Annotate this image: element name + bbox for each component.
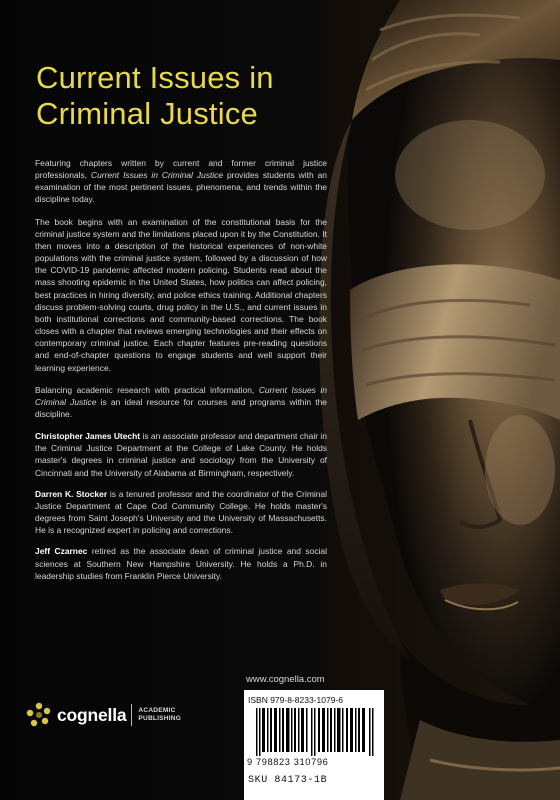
intro-paragraph: Featuring chapters written by current and former criminal justice professionals, Current Issues in Criminal Justice provides students with an examination of the most pertinent issues, phenomena, and trends within the discipline today. (35, 158, 327, 205)
back-cover-copy (35, 157, 327, 591)
author-bio: Darren K. Stocker is a tenured professor and the coordinator of the Criminal Justice Department at Cape Cod Community College. He holds master's degrees from Saint Joseph's University and the University of Massachusetts. He is a recognized expert in policing and corrections. (35, 488, 327, 536)
barcode-panel (244, 690, 384, 800)
title-italic: Current Issues in Criminal Justice (91, 170, 224, 181)
balancing-paragraph: Balancing academic research with practical information, Current Issues in Criminal Justice is an ideal resource for courses and programs within the discipline. (35, 384, 327, 419)
publisher-name: cognella (57, 704, 127, 725)
author-bio: Jeff Czarnec retired as the associate dean of criminal justice and social sciences at Southern New Hampshire University. He holds a Ph.D. in leadership studies from Franklin Pierce University. (35, 546, 327, 581)
title-italic: Current Issues in Criminal Justice (35, 384, 327, 407)
publisher-subtitle: ACADEMIC PUBLISHING (138, 707, 182, 722)
author-name: Jeff Czarnec (35, 546, 88, 557)
publisher-logo (26, 702, 181, 728)
author-name: Christopher James Utecht (35, 431, 141, 442)
barcode-digits: 9 798823 310796 (247, 757, 329, 767)
logo-divider (131, 704, 132, 726)
cognella-logo-icon (26, 702, 52, 728)
barcode-icon (256, 708, 374, 756)
title-line-1: Current Issues in (36, 60, 274, 95)
sku-number: SKU 84173-1B (248, 775, 328, 786)
publisher-website: www.cognella.com (246, 674, 325, 685)
description-paragraph: The book begins with an examination of the constitutional basis for the criminal justice system and the limitations placed upon it by the Constitution. It then moves into a description of the historical experiences of non-white populations with the criminal justice system, followed by a discussion of how the COVID-19 pandemic affected modern policing. Students read about the mass shooting epidemic in the United States, how politics can affect policing, best practices in hiring diversity, and police ethics training. Additional chapters discuss problem-solving courts, drug policy in the U.S., and current issues in both institutional corrections and community-based corrections. The book closes with a chapter that reviews emerging technologies and their effects on contemporary criminal justice. Each chapter features pre-reading questions and end-of-chapter questions to engage students and well support their learning experience. (35, 216, 327, 373)
author-name: Darren K. Stocker (35, 488, 108, 499)
title-line-2: Criminal Justice (36, 96, 258, 131)
book-title (36, 60, 336, 132)
author-bio: Christopher James Utecht is an associate professor and department chair in the Criminal Justice Department at the College of Lake County. He holds master's degrees in criminal justice and sociology from the University of Cincinnati and the University of Alabama at Birmingham, respectively. (35, 431, 327, 478)
isbn-number: ISBN 979-8-8233-1079-6 (248, 695, 343, 705)
